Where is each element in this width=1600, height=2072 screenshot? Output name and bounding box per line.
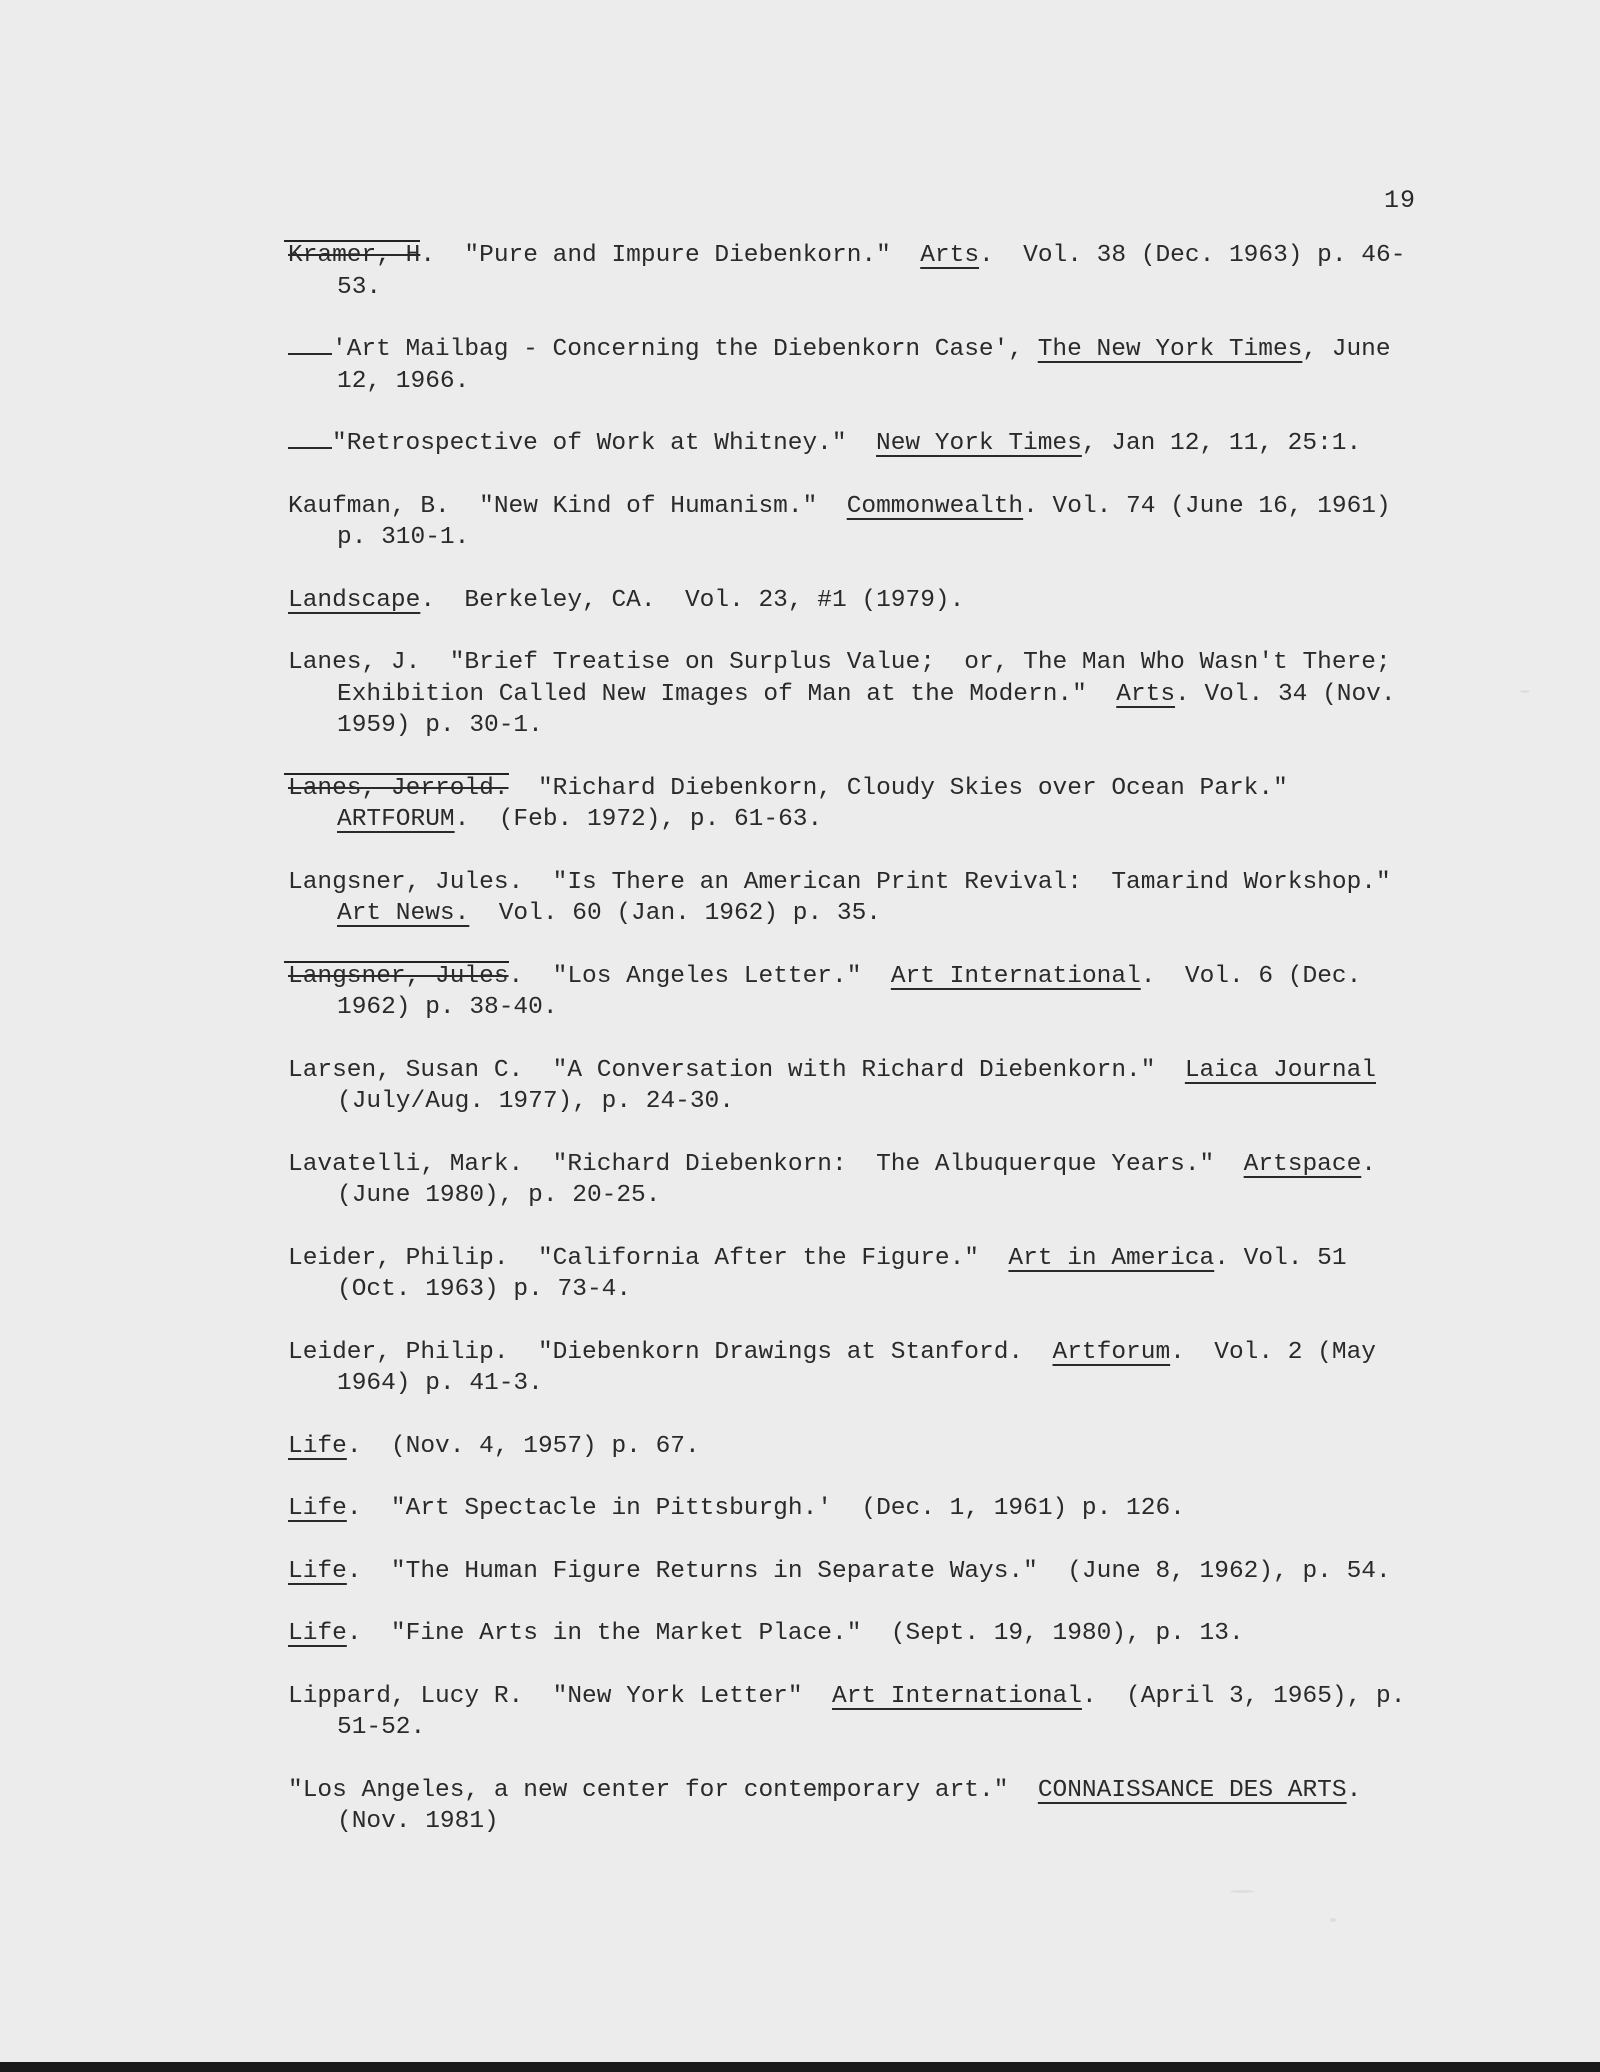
struck-author-name: Langsner, Jules <box>288 962 509 990</box>
publication-title: Commonwealth <box>846 492 1024 520</box>
entry-text: . Vol. 51 (Oct. 1963) p. 73-4. <box>337 1244 1362 1303</box>
ditto-author-line <box>288 353 332 355</box>
entry-text: . Berkeley, CA. Vol. 23, #1 (1979). <box>420 586 965 614</box>
bibliography-entry <box>288 1775 1408 1838</box>
publication-title: Landscape <box>288 586 421 614</box>
handwritten-overline-mark <box>284 961 509 963</box>
publication-title: ARTFORUM <box>337 806 455 833</box>
publication-title: Art in America <box>1008 1244 1215 1272</box>
publication-title: Art News. <box>337 900 470 927</box>
bibliography-entry <box>288 1055 1408 1118</box>
scan-bottom-edge <box>0 2062 1600 2072</box>
bibliography-entry <box>288 491 1408 554</box>
entry-text: . (April 3, 1965), p. 51-52. <box>337 1682 1421 1741</box>
entry-text: . "Art Spectacle in Pittsburgh.' (Dec. 1, 1961) p. 126. <box>346 1495 1185 1522</box>
entry-text: Lanes, J. "Brief Treatise on Surplus Value; or, The Man Who Wasn't There; Exhibition Called New Images of Man at the Modern." <box>288 649 1421 708</box>
entry-text: . (Nov. 4, 1957) p. 67. <box>346 1432 700 1460</box>
entry-text: Leider, Philip. "California After the Figure." <box>288 1244 1009 1272</box>
entry-text: . "Fine Arts in the Market Place." (Sept. 19, 1980), p. 13. <box>346 1620 1244 1647</box>
entry-text: Larsen, Susan C. "A Conversation with Richard Diebenkorn." <box>288 1056 1185 1084</box>
paper-smudge <box>1520 690 1530 693</box>
bibliography-entry <box>288 428 1408 460</box>
bibliography-entry <box>288 1681 1421 1744</box>
entry-text: Vol. 60 (Jan. 1962) p. 35. <box>469 900 881 927</box>
entry-text: . Vol. 6 (Dec. 1962) p. 38-40. <box>337 962 1377 1021</box>
bibliography-entry <box>288 1243 1408 1306</box>
entry-text: . Vol. 34 (Nov. 1959) p. 30-1. <box>337 680 1411 739</box>
handwritten-overline-mark <box>284 240 420 242</box>
entry-text: . (Nov. 1981) <box>337 1776 1391 1835</box>
publication-title: Laica Journal <box>1184 1056 1376 1084</box>
entry-text: . Vol. 74 (June 16, 1961) p. 310-1. <box>337 492 1406 551</box>
publication-title: Life <box>288 1557 347 1585</box>
bibliography-entry <box>288 334 1408 397</box>
bibliography-entry <box>288 1556 1408 1588</box>
entry-text: . Vol. 2 (May 1964) p. 41-3. <box>337 1338 1391 1397</box>
publication-title: The New York Times <box>1037 336 1303 363</box>
page-number: 19 <box>1384 186 1417 215</box>
publication-title: Art International <box>890 962 1141 990</box>
bibliography-entry <box>288 773 1408 836</box>
bibliography-entry <box>288 1149 1408 1212</box>
entry-text: . (Feb. 1972), p. 61-63. <box>454 806 823 833</box>
entry-text: "Los Angeles, a new center for contemporary art." <box>288 1776 1038 1804</box>
bibliography-entry <box>288 1337 1408 1400</box>
bibliography-entry <box>288 240 1408 303</box>
publication-title: Life <box>288 1495 347 1522</box>
publication-title: New York Times <box>876 430 1082 457</box>
entry-text: 'Art Mailbag - Concerning the Diebenkorn Case', <box>332 336 1038 363</box>
bibliography-entry <box>288 585 1408 617</box>
bibliography-entry <box>288 867 1421 930</box>
entry-text: Leider, Philip. "Diebenkorn Drawings at Stanford. <box>288 1338 1053 1366</box>
publication-title: Artforum <box>1052 1338 1171 1366</box>
publication-title: Arts <box>920 242 980 269</box>
struck-author-name: Lanes, Jerrold. <box>288 774 509 802</box>
entry-text: , June 12, 1966. <box>337 336 1406 395</box>
bibliography-entry <box>288 1618 1408 1650</box>
handwritten-overline-mark <box>284 773 509 775</box>
entry-text: "Retrospective of Work at Whitney." <box>332 430 876 457</box>
paper-smudge <box>1230 1890 1254 1893</box>
publication-title: Life <box>288 1432 347 1460</box>
bibliography-entry <box>288 647 1421 742</box>
entry-text: "Richard Diebenkorn, Cloudy Skies over Ocean Park." <box>508 774 1318 802</box>
bibliography-list <box>288 240 1421 1869</box>
entry-text: Lippard, Lucy R. "New York Letter" <box>288 1682 832 1710</box>
struck-author-name: Kramer, H <box>288 242 421 269</box>
paper-smudge <box>1330 1918 1336 1922</box>
entry-text: . "The Human Figure Returns in Separate Ways." (June 8, 1962), p. 54. <box>346 1557 1391 1585</box>
bibliography-entry <box>288 961 1408 1024</box>
entry-text: Kaufman, B. "New Kind of Humanism." <box>288 492 847 520</box>
ditto-author-line <box>288 447 332 449</box>
entry-text: Langsner, Jules. "Is There an American Print Revival: Tamarind Workshop." <box>288 868 1421 896</box>
publication-title: CONNAISSANCE DES ARTS <box>1037 1776 1347 1804</box>
entry-text: . Vol. 38 (Dec. 1963) p. 46-53. <box>337 242 1406 301</box>
publication-title: Arts <box>1116 680 1176 708</box>
entry-text: , Jan 12, 11, 25:1. <box>1081 430 1362 457</box>
entry-text: Lavatelli, Mark. "Richard Diebenkorn: The Albuquerque Years." <box>288 1150 1244 1178</box>
publication-title: Art International <box>832 1682 1082 1710</box>
entry-text: . "Pure and Impure Diebenkorn." <box>420 242 921 269</box>
publication-title: Artspace <box>1243 1150 1362 1178</box>
bibliography-entry <box>288 1431 1408 1463</box>
entry-text: . "Los Angeles Letter." <box>508 962 891 990</box>
entry-text: (July/Aug. 1977), p. 24-30. <box>337 1056 1391 1115</box>
bibliography-entry <box>288 1493 1408 1525</box>
publication-title: Life <box>288 1620 347 1647</box>
entry-text: . (June 1980), p. 20-25. <box>337 1150 1406 1209</box>
